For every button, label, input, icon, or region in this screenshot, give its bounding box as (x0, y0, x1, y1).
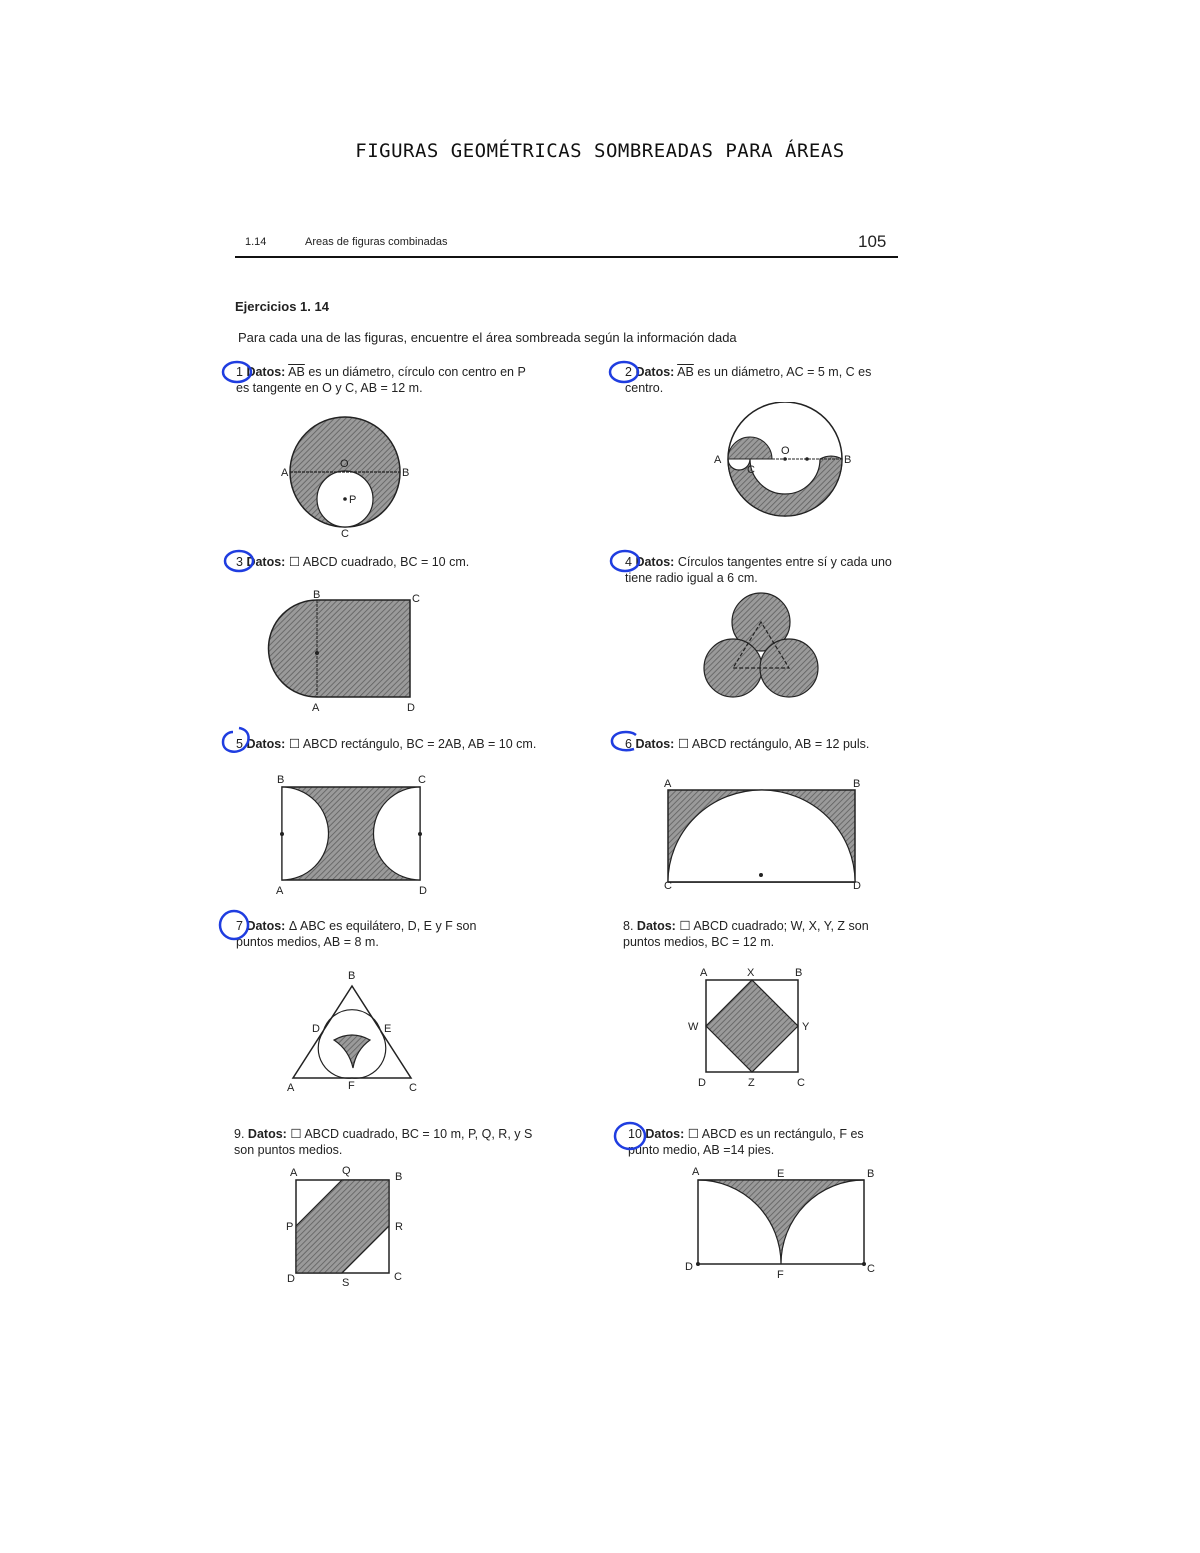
point-D: D (287, 1273, 295, 1285)
exercise-9 (234, 1126, 554, 1158)
point-C: C (797, 1077, 805, 1089)
annotation-circle-4 (608, 547, 642, 575)
annotation-circle-5 (219, 722, 255, 756)
datos-label: Datos: (246, 919, 286, 933)
square-symbol: ☐ (288, 555, 301, 569)
figure-4 (700, 590, 825, 702)
figure-8 (684, 964, 816, 1092)
instructions: Para cada una de las figuras, encuentre el área sombreada según la información dada (238, 330, 737, 345)
point-A: A (664, 778, 672, 790)
segment-overline: $\overline{AB}$ (677, 365, 694, 379)
exercise-number: 6 (625, 737, 632, 751)
point-C: C (409, 1082, 417, 1094)
datos-label: Datos: (636, 919, 676, 933)
point-B: B (795, 967, 803, 979)
exercise-7 (236, 918, 496, 950)
figure-10 (682, 1162, 882, 1282)
annotation-circle-1 (220, 358, 254, 386)
exercise-number: 7 (236, 919, 243, 933)
point-S: S (342, 1277, 350, 1289)
exercise-text: ABCD cuadrado, BC = 10 m, P, Q, R, y S son puntos medios. (234, 1127, 533, 1157)
figure-3 (262, 590, 432, 715)
exercise-number: 3 (236, 555, 243, 569)
point-A: A (700, 967, 708, 979)
datos-label: Datos: (246, 737, 286, 751)
point-C: C (341, 528, 349, 540)
point-A: A (714, 454, 722, 466)
datos-label: Datos: (247, 1127, 287, 1141)
point-D: D (853, 880, 861, 892)
point-D: D (698, 1077, 706, 1089)
exercise-number: 9. (234, 1127, 245, 1141)
exercise-6 (625, 736, 915, 752)
exercise-text: es un diámetro, AC = 5 m, C es centro. (625, 365, 872, 395)
point-C: C (394, 1271, 402, 1283)
annotation-circle-7 (216, 906, 252, 944)
square-symbol: ☐ (679, 919, 691, 933)
point-B: B (395, 1171, 403, 1183)
exercise-number: 1 (236, 365, 243, 379)
figure-1 (275, 415, 425, 545)
point-C: C (664, 880, 672, 892)
point-B: B (844, 454, 852, 466)
exercise-text: ABCD rectángulo, BC = 2AB, AB = 10 cm. (302, 737, 537, 751)
point-A: A (312, 702, 320, 714)
exercise-number: 4 (625, 555, 632, 569)
point-B: B (853, 778, 861, 790)
point-P: P (286, 1221, 294, 1233)
exercise-5 (236, 736, 576, 752)
square-symbol: ☐ (288, 737, 301, 751)
triangle-symbol: Δ (288, 919, 297, 933)
point-C: C (747, 464, 755, 476)
point-O: O (340, 458, 349, 470)
point-E: E (777, 1168, 785, 1180)
point-Y: Y (802, 1021, 810, 1033)
point-F: F (777, 1269, 784, 1281)
point-C: C (412, 593, 420, 605)
exercise-text: es un diámetro, círculo con centro en P es tangente en O y C, AB = 12 m. (236, 365, 526, 395)
datos-label: Datos: (635, 737, 675, 751)
point-B: B (402, 467, 410, 479)
exercise-number: 2 (625, 365, 632, 379)
point-D: D (312, 1023, 320, 1035)
exercise-1 (236, 364, 526, 396)
exercise-text: ABCD cuadrado, BC = 10 cm. (302, 555, 470, 569)
point-Z: Z (748, 1077, 755, 1089)
point-E: E (384, 1023, 392, 1035)
figure-7 (283, 968, 423, 1095)
exercise-text: Círculos tangentes entre sí y cada uno tiene radio igual a 6 cm. (625, 555, 892, 585)
point-B: B (348, 970, 356, 982)
point-B: B (867, 1168, 875, 1180)
annotation-circle-10 (612, 1119, 648, 1153)
exercise-text: ABC es equilátero, D, E y F son puntos medios, AB = 8 m. (236, 919, 477, 949)
point-C: C (418, 774, 426, 786)
point-F: F (348, 1080, 355, 1092)
figure-6 (656, 776, 871, 894)
header-rule (235, 256, 898, 258)
figure-2 (705, 402, 865, 522)
point-O: O (781, 445, 790, 457)
point-A: A (692, 1166, 700, 1178)
annotation-circle-6 (606, 727, 642, 755)
figure-9 (282, 1162, 407, 1290)
exercise-text: ABCD es un rectángulo, F es punto medio, AB =14 pies. (628, 1127, 864, 1157)
annotation-circle-2 (607, 358, 641, 386)
exercise-8 (623, 918, 893, 950)
exercise-4 (625, 554, 910, 586)
datos-label: Datos: (635, 555, 675, 569)
exercise-10 (628, 1126, 898, 1158)
square-symbol: ☐ (290, 1127, 302, 1141)
point-D: D (407, 702, 415, 714)
exercise-2 (625, 364, 910, 396)
page-number: 105 (858, 232, 887, 251)
point-B: B (277, 774, 285, 786)
square-symbol: ☐ (687, 1127, 699, 1141)
point-Q: Q (342, 1165, 351, 1177)
datos-label: Datos: (645, 1127, 685, 1141)
point-D: D (419, 885, 427, 897)
section-number: 1.14 (245, 236, 267, 248)
exercise-set-title: Ejercicios 1. 14 (235, 299, 329, 314)
point-W: W (688, 1021, 699, 1033)
figure-5 (270, 772, 440, 899)
exercise-text: ABCD rectángulo, AB = 12 puls. (691, 737, 870, 751)
segment-overline: $\overline{AB}$ (288, 365, 305, 379)
exercise-number: 10 (628, 1127, 642, 1141)
exercise-number: 8. (623, 919, 634, 933)
square-symbol: ☐ (677, 737, 690, 751)
datos-label: Datos: (246, 365, 286, 379)
exercise-text: ABCD cuadrado; W, X, Y, Z son puntos medios, BC = 12 m. (623, 919, 869, 949)
point-A: A (290, 1167, 298, 1179)
annotation-circle-3 (222, 547, 256, 575)
datos-label: Datos: (635, 365, 675, 379)
datos-label: Datos: (246, 555, 286, 569)
page-title: FIGURAS GEOMÉTRICAS SOMBREADAS PARA ÁREAS (355, 140, 845, 162)
exercise-3 (236, 554, 526, 570)
point-A: A (287, 1082, 295, 1094)
point-P: P (349, 494, 357, 506)
exercise-number: 5 (236, 737, 243, 751)
section-title: Areas de figuras combinadas (305, 236, 448, 248)
point-C: C (867, 1263, 875, 1275)
point-A: A (276, 885, 284, 897)
point-A: A (281, 467, 289, 479)
point-X: X (747, 967, 755, 979)
point-D: D (685, 1261, 693, 1273)
point-R: R (395, 1221, 403, 1233)
point-B: B (313, 590, 321, 601)
